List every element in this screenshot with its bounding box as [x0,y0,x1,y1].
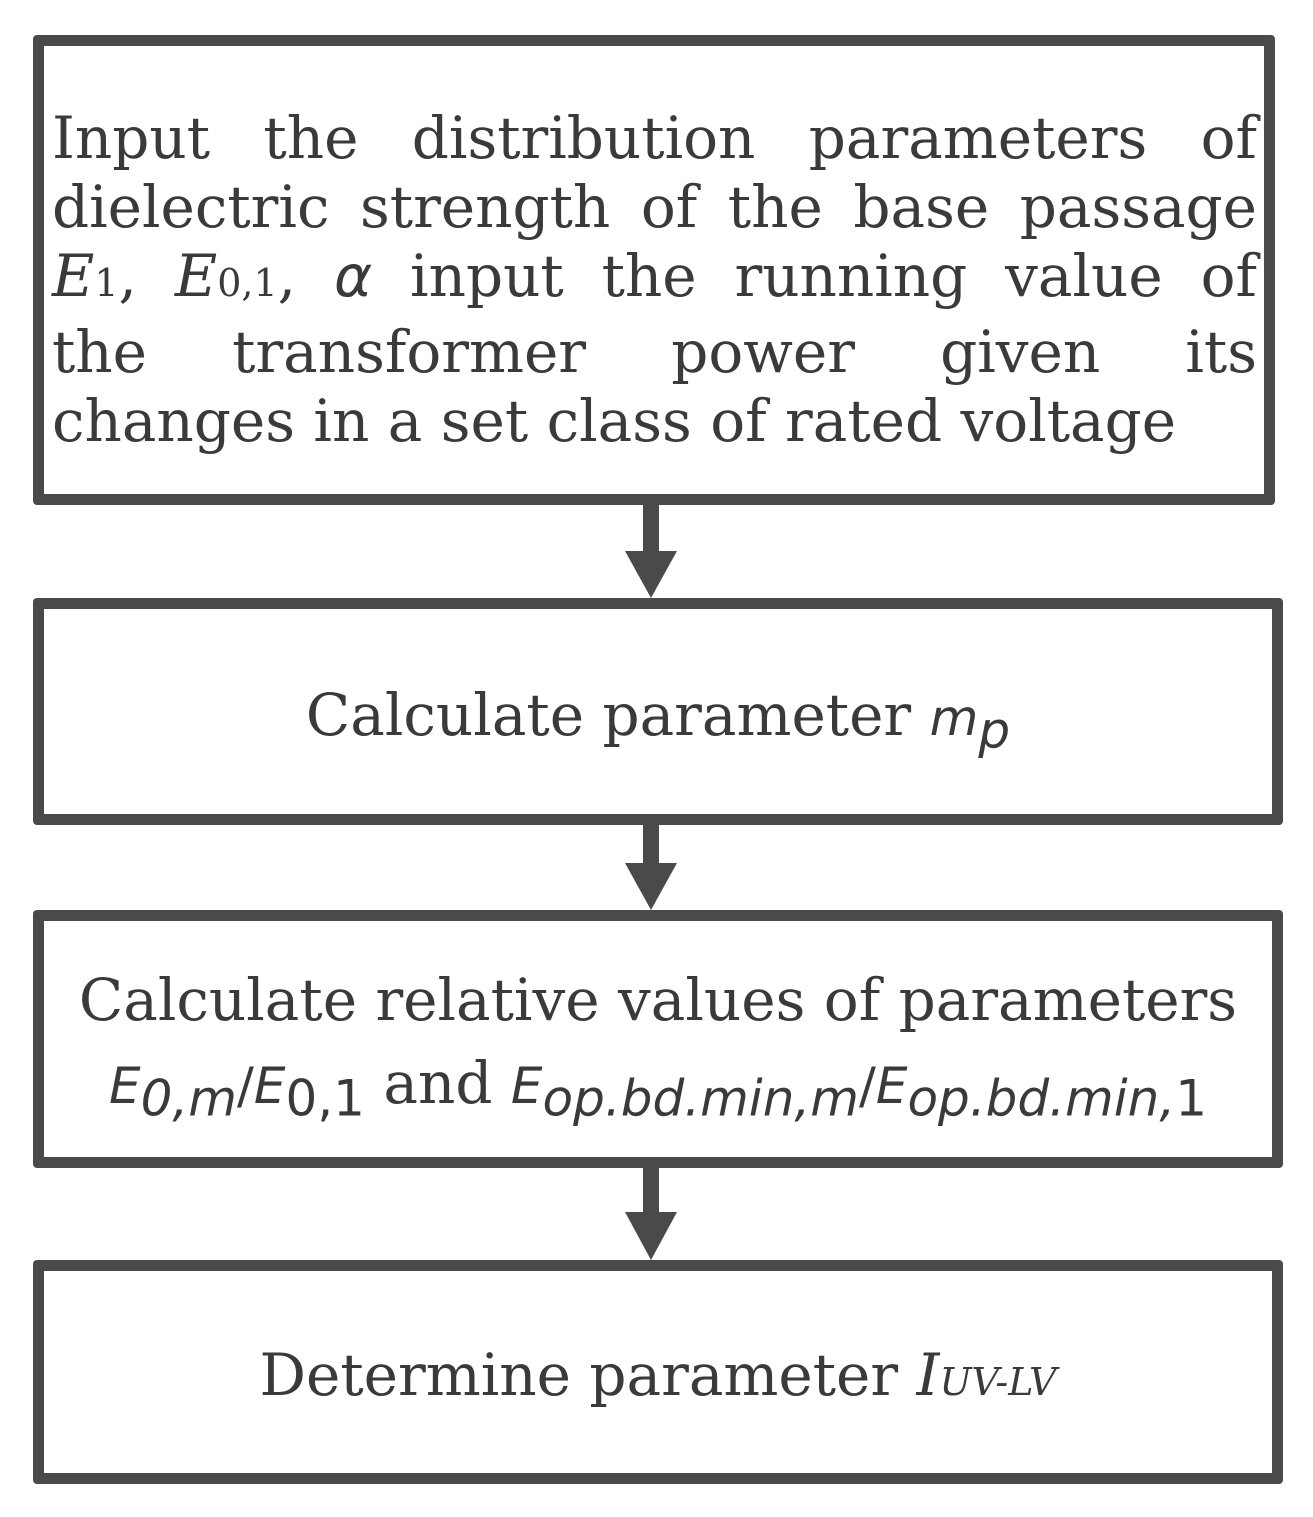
step-determine-iuvlv [33,1260,1283,1484]
flow-arrow-1 [622,505,680,599]
symbol-eopbdmin1-sub [907,1070,1207,1128]
step-calculate-relative-values [33,910,1283,1168]
step1-line4: the transformer power given its [52,318,1257,386]
step1-line1: Input the distribution parameters of [52,104,1257,172]
separator: , [118,242,137,310]
step-calculate-mp [33,598,1283,825]
flow-arrow-3 [622,1168,680,1261]
symbol-eopbdmin1: E [875,1057,908,1115]
symbol-i-sub: UV-LV [939,1360,1057,1404]
step1-line3 [52,242,1257,318]
symbol-e01-sub: 0,1 [285,1069,365,1128]
sub-text: op.bd.min, [907,1069,1176,1128]
step3-line2 [44,1049,1272,1128]
step1-line2: dielectric strength of the base passage [52,173,1257,241]
step1-line3-rest: input the running value of [410,242,1257,310]
step-input-parameters [33,35,1275,505]
slash: / [236,1057,254,1115]
symbol-e1: E [52,242,95,310]
symbol-alpha: α [333,242,373,310]
step-input-text [52,104,1257,456]
symbol-m: m [929,689,979,747]
symbol-e1-sub: 1 [94,261,119,305]
flow-arrow-2 [622,825,680,911]
symbol-eopbdminm-sub: op.bd.min,m [542,1069,859,1128]
symbol-m-sub: p [978,701,1011,760]
step2-label [44,681,1272,760]
step4-label [44,1341,1272,1409]
symbol-e01: E [174,242,218,310]
and-text: and [364,1049,511,1117]
symbol-e01-sub: 0,1 [217,261,278,305]
symbol-i: I [916,1341,940,1409]
symbol-e01: E [253,1057,286,1115]
slash: / [858,1057,876,1115]
symbol-e0m-sub: 0,m [140,1069,237,1128]
separator: , [277,242,297,310]
step2-text: Calculate parameter [305,681,930,749]
symbol-e0m: E [108,1057,141,1115]
step1-line5: changes in a set class of rated voltage [52,387,1177,455]
step4-text: Determine parameter [259,1341,917,1409]
step3-line1: Calculate relative values of parameters [78,966,1238,1034]
symbol-eopbdminm: E [510,1057,543,1115]
sub-tail: 1 [1175,1069,1208,1128]
